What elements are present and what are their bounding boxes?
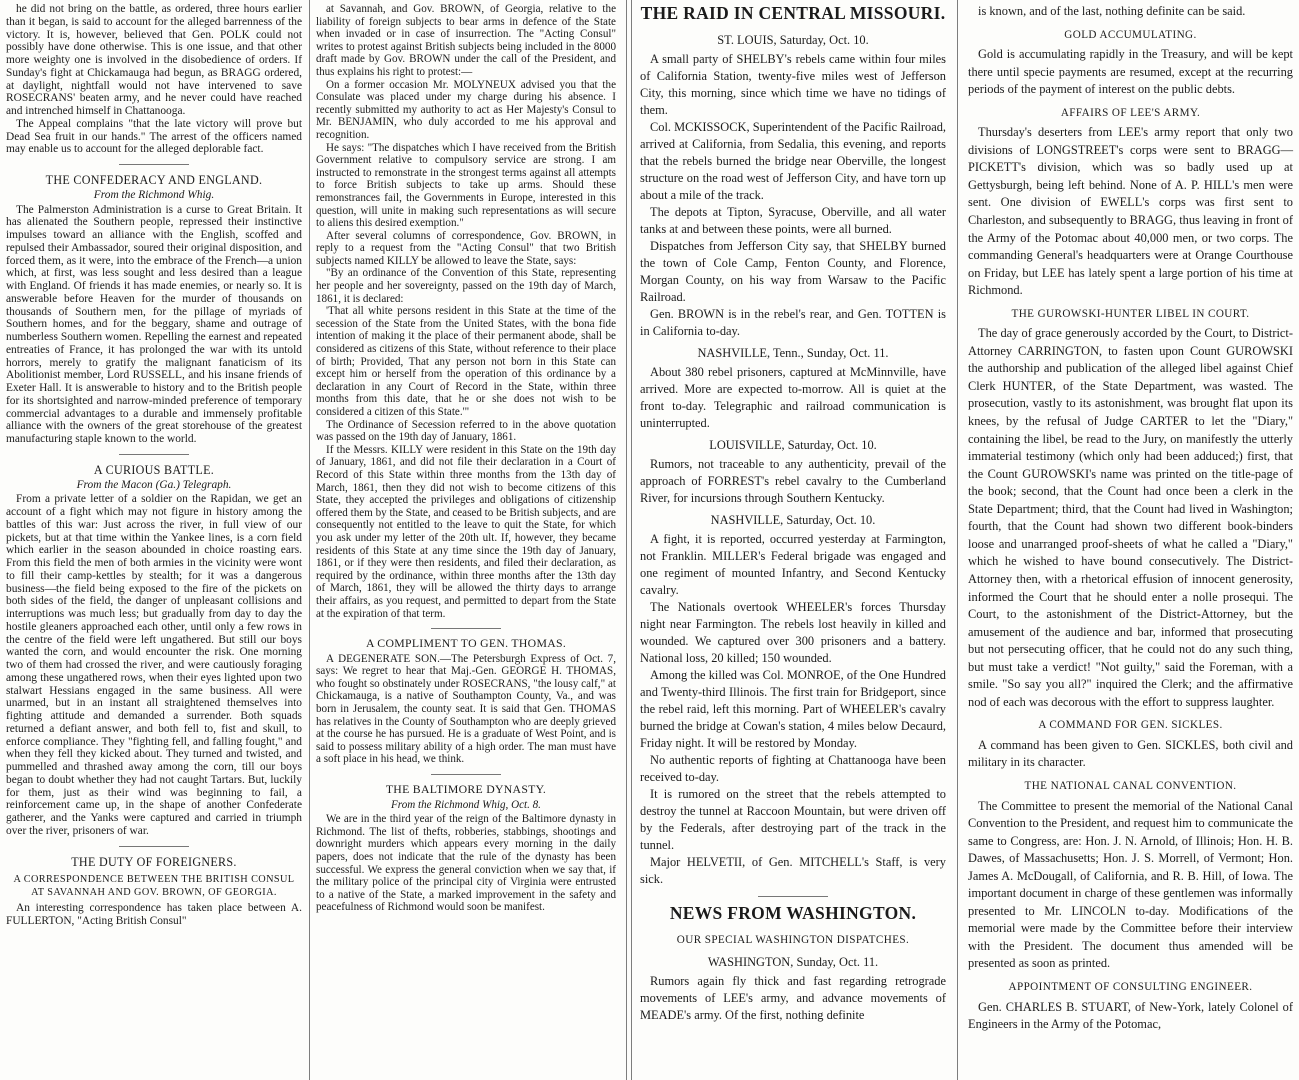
article-text: On a former occasion Mr. MOLYNEUX advised you that the Consulate was placed under my charge during his absence. I recently submitted my authority to act as Her Majesty's Consul to Mr. BENJAMIN, who duly accorded to me his approval and recognition. (316, 78, 616, 141)
article-text: The Palmerston Administration is a curse to Great Britain. It has alienated the Southern people, repressed their instinctive impulses toward an alliance with the English, scoffed and repulsed their Ambassador, soured their original disposition, and forced them, as it were, into the embrace of the French—a union which, at first, was less sought and less desired than a league with England. Of friends it has made enemies, or nearly so. It is answerable before Heaven for the murder of thousands on thousands of Southern men, for the pillage of myriads of Southern homes, and for the beggary, shame and outrage of numberless Southern women. Repelling the earnest and repeated entreaties of France, it has prolonged the war with its untold horrors, merely to gratify the malignant fanaticism of its Abolitionist member, Lord RUSSELL, and his insane friends of Exeter Hall. It is answerable to history and to the British people for its shortsighted and narrow-minded preference of temporary commercial advantages to a durable and immensely profitable alliance with the owners of the great storehouse of the greatest manufacturing staple known to the world. (6, 203, 302, 445)
dateline: NASHVILLE, Tenn., Sunday, Oct. 11. (697, 346, 889, 360)
article-text: About 380 rebel prisoners, captured at McMinnville, have arrived. More are expected to-morrow. All is quiet at the front to-day. Telegraphic and railroad communication is uninterrupted. (640, 365, 946, 430)
article-text: The Ordinance of Secession referred to in the above quotation was passed on the 19th day of January, 1861. (316, 418, 616, 444)
dateline: ST. LOUIS, Saturday, Oct. 10. (717, 33, 869, 47)
headline-duty-of-foreigners: THE DUTY OF FOREIGNERS. (71, 854, 237, 869)
article-text: The day of grace generously accorded by the Court, to District-Attorney CARRINGTON, to fasten upon Count GUROWSKI the authorship and publication of the alleged libel against Chief Clerk HUNTER, of the State Department, was wasted. The prosecution, vastly to its astonishment, was brought flat upon its knees, by the refusal of Judge CARTER to let the "Diary," containing the libel, be read to the Jury, on manifestly the utterly immaterial testimony (which only had been adduced;) first, that the Count GUROWSKI's name was printed on the title-page of the book; second, that the Count had once been a clerk in the State Department; third, that the Count had lived in Washington; fourth, that the Count had shown two different book-binders loose and unarranged proof-sheets of what he called a "Diary," which he wished to have bound consecutively. The District-Attorney then, with a rhetorical effusion of innocent generosity, informed the Court that he should enter a nolle prosequi. The Court, to the astonishment of the District-Attorney, but the amusement of the audience and bar, informed that prosecuting but not persecuting officer, that he could not do any such thing, but must take a verdict! "Not guilty," said the Foreman, with a smile. "So say you all?" inquired the Clerk; and the affirmative nod of each was decorous with the effort to suppress laughter. (968, 326, 1293, 709)
article-text: The Committee to present the memorial of the National Canal Convention to the President, and request him to communicate the same to Congress, are: Hon. J. N. Arnold, of Illinois; Hon. H. B. Dawes, of Massachusetts; Hon. J. S. Morrell, of Vermont; Hon. James A. McDougall, of California, and R. B. Hill, of Iowa. The important document in charge of these gentlemen was informally presented to Mr. LINCOLN to-day. Modifications of the memorial were made by the Committee before their interview with the President. The document thus amended will be presented as soon as printed. (968, 798, 1293, 971)
article-text: No authentic reports of fighting at Chattanooga have been received to-day. (640, 753, 946, 784)
column-3 (634, 0, 952, 1080)
article-text: "By an ordinance of the Convention of this State, representing her people and her sovereignty, passed on the 19th day of March, 1861, it is declared: (316, 267, 616, 305)
divider (119, 454, 189, 455)
divider (431, 628, 501, 629)
subheadline: A CORRESPONDENCE BETWEEN THE BRITISH CONSUL AT SAVANNAH AND GOV. BROWN, OF GEORGIA. (13, 874, 295, 898)
subheadline: OUR SPECIAL WASHINGTON DISPATCHES. (676, 934, 910, 946)
dateline: NASHVILLE, Saturday, Oct. 10. (710, 513, 876, 527)
column-1 (0, 0, 308, 1080)
divider (119, 846, 189, 847)
section-heading: THE GUROWSKI-HUNTER LIBEL IN COURT. (1011, 307, 1250, 320)
article-text: 'That all white persons resident in this State at the time of the secession of the State from the United States, with the bona fide intention of making it the place of their permanent abode, shall be considered as citizens of this State, without reference to their place of birth; Provided, That any person not born in this State can except him or herself from the operation of this ordinance by a declaration in any Court of Record in the State, within three months from this date, that he or she does not wish to be considered a citizen of this State.'" (316, 305, 616, 418)
headline-curious-battle: A CURIOUS BATTLE. (93, 462, 215, 477)
dateline: LOUISVILLE, Saturday, Oct. 10. (709, 438, 877, 452)
divider (431, 774, 501, 775)
article-text: We are in the third year of the reign of the Baltimore dynasty in Richmond. The list of thefts, robberies, stabbings, shootings and downright murders which appears every morning in the daily papers, does not indicate that the rule of the dynasty has been successful. We express the general conviction when we say that, if the military police of the principal city of Virginia were entrusted to a native of the State, a marked improvement in the safety and peacefulness of Richmond would soon be manifest. (316, 813, 616, 914)
article-text: An interesting correspondence has taken place between A. FULLERTON, "Acting British Consul" (6, 901, 302, 927)
column-4 (962, 0, 1299, 1080)
article-text: A DEGENERATE SON.—The Petersburgh Express of Oct. 7, says: We regret to hear that Maj.-Gen. GEORGE H. THOMAS, who fought so obstinately under ROSECRANS, "the lousy calf," at Chickamauga, is a native of Southampton County, Va., and was born in Jerusalem, the county seat. It is said that Gen. THOMAS has relatives in the County of Southampton who are deeply grieved at the course he has pursued. He is a graduate of West Point, and is said to possess military ability of a high order. The man must have a soft place in his head, we think. (316, 652, 616, 766)
headline-compliment-thomas: A COMPLIMENT TO GEN. THOMAS. (365, 637, 567, 651)
article-text: From a private letter of a soldier on the Rapidan, we get an account of a fight which may not figure in history among the battles of this war: Just across the river, in full view of our pickets, but at that time within the Yankee lines, is a corn field which earlier in the season abounded in choice roasting ears. From this field the men of both armies in the vicinity were wont to fill their camp-kettles by stealth; for it was a dangerous business—the field being exposed to the fire of the pickets on both sides of the field, the danger of unpleasant collisions and interruptions was much less; but gradually from day to day the hostile gleaners approached each other, until only a few rows in the centre of the field were left ungathered. But still our boys wanted the corn, and would encounter the risk. One morning two of them had crossed the river, and were cautiously foraging among these ungathered rows, when their eyes lighted upon two stalwart Hessians engaged in the same business. All were unarmed, but in an instant all straightened themselves into fighting attitude and demanded a surrender. Both squads returned a defiant answer, and both fell to, fist and skull, to enforce compliance. They "fighting fell, and falling fought," and when they fell they kicked about. They turned and twisted, and pummelled and thrashed away among the corn, till our boys began to doubt whether they had not caught Tartars. But, luckily for them, just as their wind was beginning to fail, a reinforcement came up, in the shape of another Confederate gatherer, and the Yanks were captured and carried in triumph over the river, prisoners of war. (6, 493, 302, 837)
article-text: Rumors again fly thick and fast regarding retrograde movements of LEE's army, and advance movements of MEADE's army. Of the first, nothing definite (640, 974, 946, 1022)
column-rule (631, 0, 632, 1080)
article-text: Gold is accumulating rapidly in the Treasury, and will be kept there until specie payments are resumed, except at the recurring periods of the payment of interest on the public debts. (968, 47, 1293, 97)
article-text: Dispatches from Jefferson City say, that SHELBY burned the town of Cole Camp, Fenton County, and Florence, Morgan County, on his way from Warsaw to the Pacific Railroad. (640, 239, 946, 304)
section-heading: APPOINTMENT OF CONSULTING ENGINEER. (1008, 980, 1253, 993)
headline-raid-missouri: THE RAID IN CENTRAL MISSOURI. (640, 3, 946, 23)
article-text: Thursday's deserters from LEE's army report that only two divisions of LONGSTREET's corps were sent to BRAGG—PICKETT's division, which was so badly used up at Gettysburgh, being left behind. None of A. P. HILL's men were sent. One division of EWELL's corps was first sent to Charleston, and subsequently to BRAGG, thus leaving in front of the Army of the Potomac about 40,000 men, or two corps. The commanding General's headquarters were at Orange Courthouse on Friday, but LEE has lately spent a large portion of his time at Richmond. (968, 125, 1293, 298)
article-text: Gen. BROWN is in the rebel's rear, and Gen. TOTTEN is in California to-day. (640, 307, 946, 338)
article-text: he did not bring on the battle, as ordered, three hours earlier than it began, is said to account for the alleged barrenness of the victory. It is, however, believed that Gen. POLK could not possibly have done otherwise. This is one issue, and that other more weighty one is involved in the disobedience of orders. If Sunday's fight at Chickamauga had begun, as BRAGG ordered, at daylight, nightfall would not have intervened to save ROSECRANS' beaten army, and he never could have reached and intrenched himself in Chattanooga. (6, 3, 302, 117)
headline-confederacy-england: THE CONFEDERACY AND ENGLAND. (45, 173, 263, 187)
headline-baltimore-dynasty: THE BALTIMORE DYNASTY. (385, 783, 547, 797)
section-heading: A COMMAND FOR GEN. SICKLES. (1038, 719, 1223, 732)
divider (119, 164, 189, 165)
article-text: A fight, it is reported, occurred yesterday at Farmington, not Franklin. MILLER's Federal brigade was engaged and one regiment of mounted Infantry, and Second Kentucky cavalry. (640, 532, 946, 597)
dateline: WASHINGTON, Sunday, Oct. 11. (707, 955, 879, 969)
section-heading: GOLD ACCUMULATING. (1064, 28, 1197, 41)
article-text: at Savannah, and Gov. BROWN, of Georgia, relative to the liability of foreign subjects to bear arms in defence of the State when invaded or in case of insurrection. The "Acting Consul" writes to protest against British subjects being included in the 8000 draft made by Gov. BROWN under the call of the President, and thus explains his right to protest:— (316, 3, 616, 78)
section-heading: AFFAIRS OF LEE'S ARMY. (1060, 106, 1201, 119)
article-text: The Nationals overtook WHEELER's forces Thursday night near Farmington. The rebels lost heavily in killed and wounded. We captured over 300 prisoners and a battery. National loss, 20 killed; 150 wounded. (640, 600, 946, 665)
article-text: It is rumored on the street that the rebels attempted to destroy the tunnel at Raccoon Mountain, but were driven off by the Federals, after destroying part of the track in the tunnel. (640, 787, 946, 852)
article-text: A command has been given to Gen. SICKLES, both civil and military in its character. (968, 737, 1293, 770)
article-text: Gen. CHARLES B. STUART, of New-York, lately Colonel of Engineers in the Army of the Potomac, (968, 999, 1293, 1032)
headline-news-washington: NEWS FROM WASHINGTON. (669, 903, 917, 923)
article-text: Among the killed was Col. MONROE, of the One Hundred and Twenty-third Illinois. The first train for Bridgeport, since the rebel raid, left this morning. Part of WHEELER's cavalry burned the bridge at Cowan's station, 4 miles below Decaurd, Friday night. It will be restored by Monday. (640, 668, 946, 750)
source-line: From the Richmond Whig. (93, 188, 215, 201)
article-text: If the Messrs. KILLY were resident in this State on the 19th day of January, 1861, and did not file their declaration in a Court of Record of this State within three months from the 13th day of March, 1861, then they did not wish to become citizens of this State, they accepted the privileges and obligations of citizenship offered them by the State, and ceased to be British subjects, and are consequently not entitled to the leave to quit the State, for which you ask under my letter of the 20th ult. If, however, they became residents of this State at any time since the 19th day of January, 1861, or if they were then residents, and filed their declaration, as required by the ordinance, within three months after the 13th day of March, 1861, they will be allowed the thirty days to arrange their affairs, as you request, and permitted to depart from the State at the expiration of that term. (316, 443, 616, 620)
article-text: Col. MCKISSOCK, Superintendent of the Pacific Railroad, arrived at California, from Sedalia, this evening, and reports that the rebels burned the bridge near Oberville, the longest structure on the road west of Jefferson City, and have torn up about a mile of the track. (640, 120, 946, 202)
article-text: Rumors, not traceable to any authenticity, prevail of the approach of FORREST's rebel cavalry to the Cumberland River, for incursions through Southern Kentucky. (640, 457, 946, 505)
article-text: The depots at Tipton, Syracuse, Oberville, and all water tanks at and between these points, were all burned. (640, 205, 946, 236)
article-text: The Appeal complains "that the late victory will prove but Dead Sea fruit in our hands." The arrest of the officers named may enable us to account for the alleged deplorable fact. (6, 117, 302, 156)
article-text: A small party of SHELBY's rebels came within four miles of California Station, twenty-five miles west of Jefferson City, this morning, since which time we have no tidings of them. (640, 52, 946, 117)
article-text: Major HELVETII, of Gen. MITCHELL's Staff, is very sick. (640, 855, 946, 886)
column-2 (310, 0, 622, 1080)
column-rule (626, 0, 627, 1080)
article-text: He says: "The dispatches which I have received from the British Government relative to compulsory service are strong. I am instructed to remonstrate in the strongest terms against all attempts to force British subjects to take up arms. Should these remonstrances fail, the Governments in Europe, interested in this question, will unite in making such representations as will secure to aliens this desired exemption." (316, 141, 616, 230)
article-text: After several columns of correspondence, Gov. BROWN, in reply to a request from the "Acting Consul" that two British subjects named KILLY be allowed to leave the State, says: (316, 229, 616, 267)
article-text: is known, and of the last, nothing definite can be said. (978, 4, 1246, 18)
column-rule (957, 0, 958, 1080)
source-line: From the Macon (Ga.) Telegraph. (76, 478, 232, 491)
section-heading: THE NATIONAL CANAL CONVENTION. (1024, 779, 1237, 792)
source-line: From the Richmond Whig, Oct. 8. (391, 798, 541, 811)
divider (758, 896, 828, 897)
